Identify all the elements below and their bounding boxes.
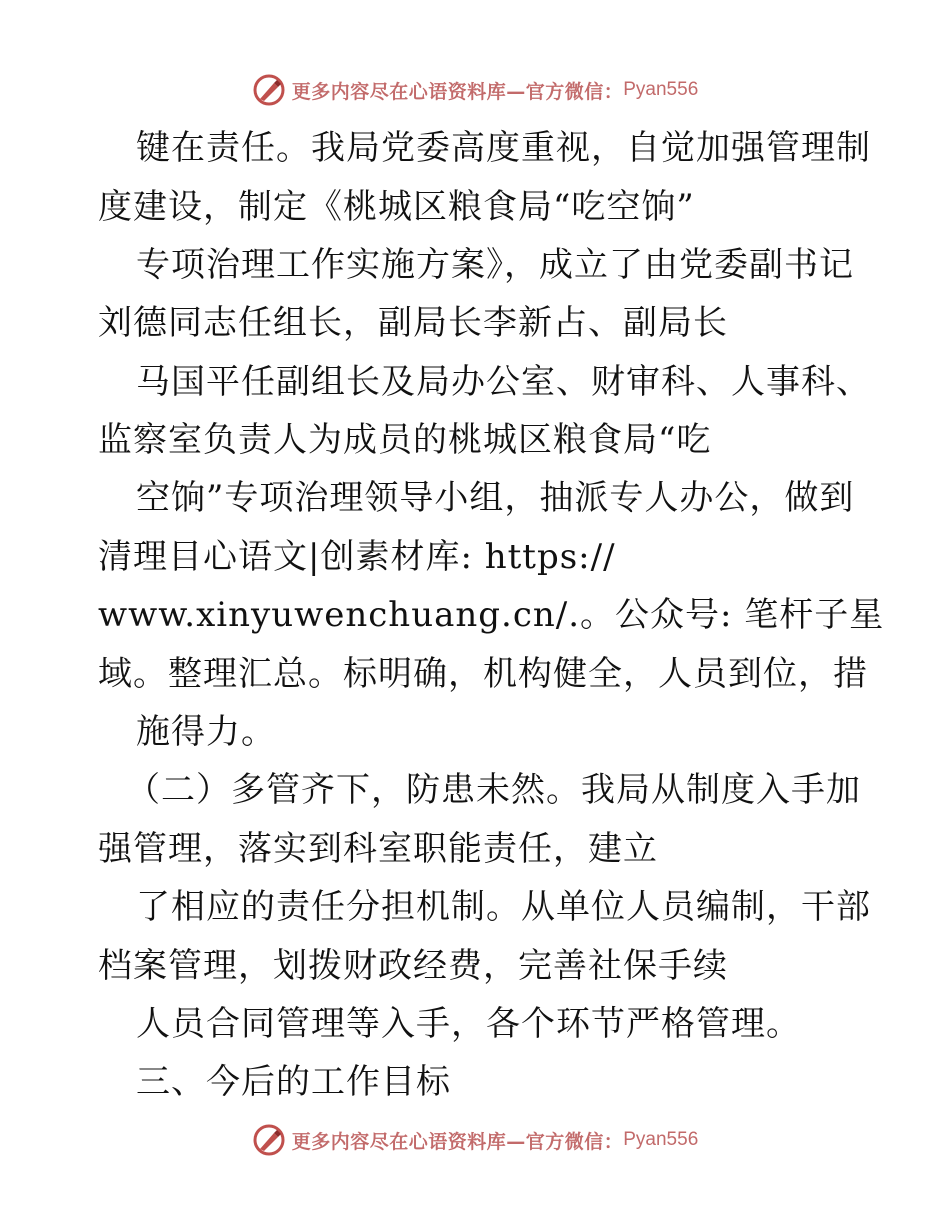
text-line: www.xinyuwenchuang.cn/.。公众号: 笔杆子星 <box>98 595 885 635</box>
text-line: 域。整理汇总。标明确，机构健全，人员到位，措 <box>98 654 868 694</box>
text-line: 人员合同管理等入手，各个环节严格管理。 <box>136 1004 801 1044</box>
text-line: 空饷”专项治理领导小组，抽派专人办公，做到 <box>136 478 855 518</box>
text-line: （二）多管齐下，防患未然。我局从制度入手加 <box>126 770 861 810</box>
section-heading: 三、今后的工作目标 <box>136 1062 451 1102</box>
text-line: 监察室负责人为成员的桃城区粮食局“吃 <box>98 420 712 460</box>
text-line: 了相应的责任分担机制。从单位人员编制，干部 <box>136 887 871 927</box>
pen-logo-icon <box>252 73 286 107</box>
watermark-wechat-id: Pyan556 <box>623 1129 699 1150</box>
text-line: 档案管理，划拨财政经费，完善社保手续 <box>98 946 728 986</box>
text-line: 施得力。 <box>136 712 276 752</box>
text-line: 键在责任。我局党委高度重视，自觉加强管理制 <box>136 128 871 168</box>
watermark-text: 更多内容尽在心语资料库—官方微信： <box>291 80 624 103</box>
text-line: 刘德同志任组长，副局长李新占、副局长 <box>98 303 728 343</box>
text-line: 专项治理工作实施方案》，成立了由党委副书记 <box>136 245 854 285</box>
text-line: 清理目心语文|创素材库: https:// <box>98 537 616 577</box>
text-line: 强管理，落实到科室职能责任，建立 <box>98 829 658 869</box>
text-line: 马国平任副组长及局办公室、财审科、人事科、 <box>136 362 871 402</box>
pen-logo-icon <box>252 1123 286 1157</box>
watermark-wechat-id: Pyan556 <box>623 79 699 100</box>
footer-watermark <box>0 1122 950 1158</box>
watermark-text: 更多内容尽在心语资料库—官方微信： <box>291 1130 624 1153</box>
header-watermark <box>0 72 950 108</box>
text-line: 度建设，制定《桃城区粮食局“吃空饷” <box>98 187 695 227</box>
